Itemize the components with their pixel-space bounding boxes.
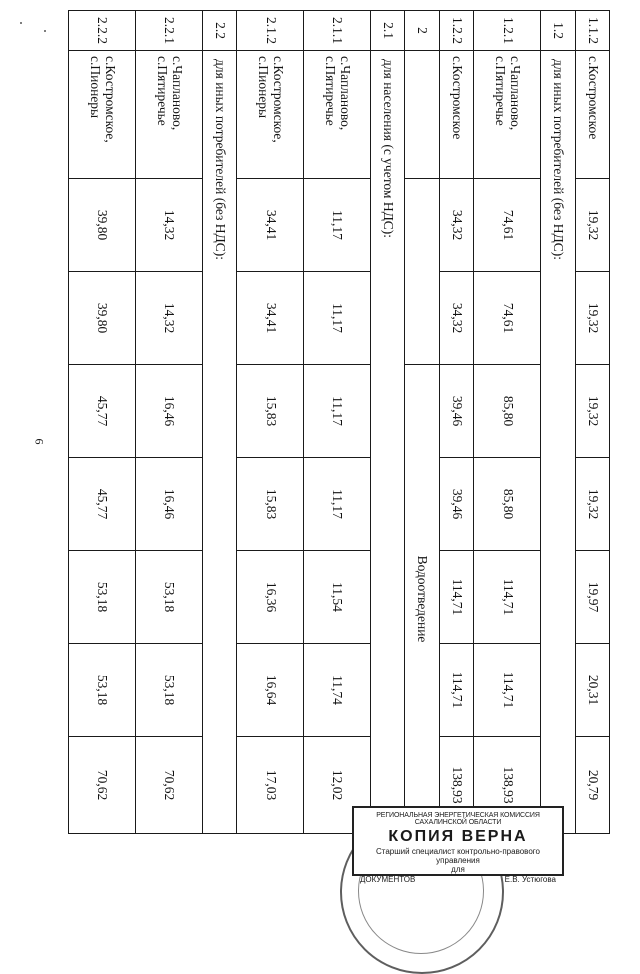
- settlement-name: с.Чапланово, с.Пятиречье: [135, 51, 202, 179]
- page-number: 6: [32, 438, 47, 445]
- tariff-value: 34,32: [439, 179, 473, 272]
- tariff-table-rotated: [68, 10, 610, 833]
- tariff-value: 16,36: [237, 551, 304, 644]
- row-number: 1.2.2: [439, 11, 473, 51]
- tariff-value: 53,18: [135, 551, 202, 644]
- tariff-value: 11,17: [303, 179, 370, 272]
- settlement-name: с.Чапланово, с.Пятиречье: [303, 51, 370, 179]
- tariff-value: 45,77: [69, 458, 136, 551]
- tariff-value: 39,46: [439, 458, 473, 551]
- tariff-value: 19,32: [575, 179, 609, 272]
- table-row: [237, 11, 304, 834]
- tariff-value: 53,18: [135, 644, 202, 737]
- stamp-signer: Е.В. Устюгова: [504, 875, 556, 884]
- tariff-value: 20,31: [575, 644, 609, 737]
- tariff-value: 11,17: [303, 365, 370, 458]
- row-number: 2.2: [202, 11, 236, 51]
- tariff-value: 11,54: [303, 551, 370, 644]
- stamp-docs: ДОКУМЕНТОВ: [360, 875, 416, 884]
- table-row: [575, 11, 609, 834]
- row-number: 2: [405, 11, 439, 51]
- tariff-value: 70,62: [69, 737, 136, 834]
- tariff-value: 19,32: [575, 272, 609, 365]
- row-number: 2.1.2: [237, 11, 304, 51]
- empty-cell: [405, 179, 439, 365]
- tariff-value: 85,80: [474, 365, 541, 458]
- table-row: [439, 11, 473, 834]
- tariff-value: 74,61: [474, 179, 541, 272]
- row-number: 1.2: [541, 11, 575, 51]
- tariff-value: 34,41: [237, 272, 304, 365]
- tariff-value: 39,80: [69, 179, 136, 272]
- table-row: [405, 11, 439, 834]
- tariff-value: 15,83: [237, 458, 304, 551]
- stamp-for: для: [451, 865, 465, 874]
- tariff-value: 11,17: [303, 458, 370, 551]
- row-number: 1.1.2: [575, 11, 609, 51]
- scan-speck: [44, 30, 46, 32]
- tariff-value: 19,97: [575, 551, 609, 644]
- stamp-title: КОПИЯ ВЕРНА: [388, 828, 528, 845]
- section-label: для населения (с учетом НДС):: [370, 51, 404, 834]
- tariff-value: 19,32: [575, 365, 609, 458]
- tariff-value: 17,03: [237, 737, 304, 834]
- section-label: для иных потребителей (без НДС):: [541, 51, 575, 834]
- tariff-value: 14,32: [135, 272, 202, 365]
- tariff-value: 114,71: [474, 644, 541, 737]
- stamp-org: РЕГИОНАЛЬНАЯ ЭНЕРГЕТИЧЕСКАЯ КОМИССИЯ САХАЛИНСКОЙ ОБЛАСТИ: [376, 812, 540, 826]
- tariff-value: 114,71: [439, 551, 473, 644]
- row-number: 2.2.1: [135, 11, 202, 51]
- stamp-position: Старший специалист контрольно-правового управления: [376, 847, 540, 865]
- row-number: 2.1.1: [303, 11, 370, 51]
- tariff-value: 34,41: [237, 179, 304, 272]
- empty-cell: [405, 51, 439, 179]
- tariff-value: 85,80: [474, 458, 541, 551]
- certification-stamp: [352, 806, 564, 884]
- row-number: 2.2.2: [69, 11, 136, 51]
- table-row: [370, 11, 404, 834]
- table-body: [69, 11, 610, 834]
- tariff-value: 16,46: [135, 365, 202, 458]
- section-label: для иных потребителей (без НДС):: [202, 51, 236, 834]
- tariff-value: 16,46: [135, 458, 202, 551]
- tariff-value: 11,17: [303, 272, 370, 365]
- tariff-value: 53,18: [69, 644, 136, 737]
- settlement-name: с.Костромское: [575, 51, 609, 179]
- settlement-name: с.Костромское, с.Пионеры: [237, 51, 304, 179]
- tariff-value: 39,46: [439, 365, 473, 458]
- tariff-value: 11,74: [303, 644, 370, 737]
- table-row: [69, 11, 136, 834]
- tariff-value: 45,77: [69, 365, 136, 458]
- settlement-name: с.Костромское: [439, 51, 473, 179]
- table-row: [474, 11, 541, 834]
- scan-speck: [20, 22, 22, 24]
- row-number: 2.1: [370, 11, 404, 51]
- row-number: 1.2.1: [474, 11, 541, 51]
- tariff-value: 74,61: [474, 272, 541, 365]
- settlement-name: с.Костромское, с.Пионеры: [69, 51, 136, 179]
- settlement-name: с.Чапланово, с.Пятиречье: [474, 51, 541, 179]
- tariff-value: 19,32: [575, 458, 609, 551]
- tariff-value: 20,79: [575, 737, 609, 834]
- table-row: [135, 11, 202, 834]
- tariff-value: 53,18: [69, 551, 136, 644]
- tariff-value: 114,71: [474, 551, 541, 644]
- tariff-table: [68, 10, 610, 834]
- tariff-value: 15,83: [237, 365, 304, 458]
- tariff-value: 16,64: [237, 644, 304, 737]
- table-row: [202, 11, 236, 834]
- tariff-value: 14,32: [135, 179, 202, 272]
- section-heading: Водоотведение: [405, 365, 439, 834]
- tariff-value: 34,32: [439, 272, 473, 365]
- tariff-value: 12,02: [303, 737, 370, 834]
- tariff-value: 70,62: [135, 737, 202, 834]
- table-row: [303, 11, 370, 834]
- tariff-value: 114,71: [439, 644, 473, 737]
- tariff-value: 138,93: [474, 737, 541, 834]
- tariff-value: 138,93: [439, 737, 473, 834]
- table-row: [541, 11, 575, 834]
- tariff-value: 39,80: [69, 272, 136, 365]
